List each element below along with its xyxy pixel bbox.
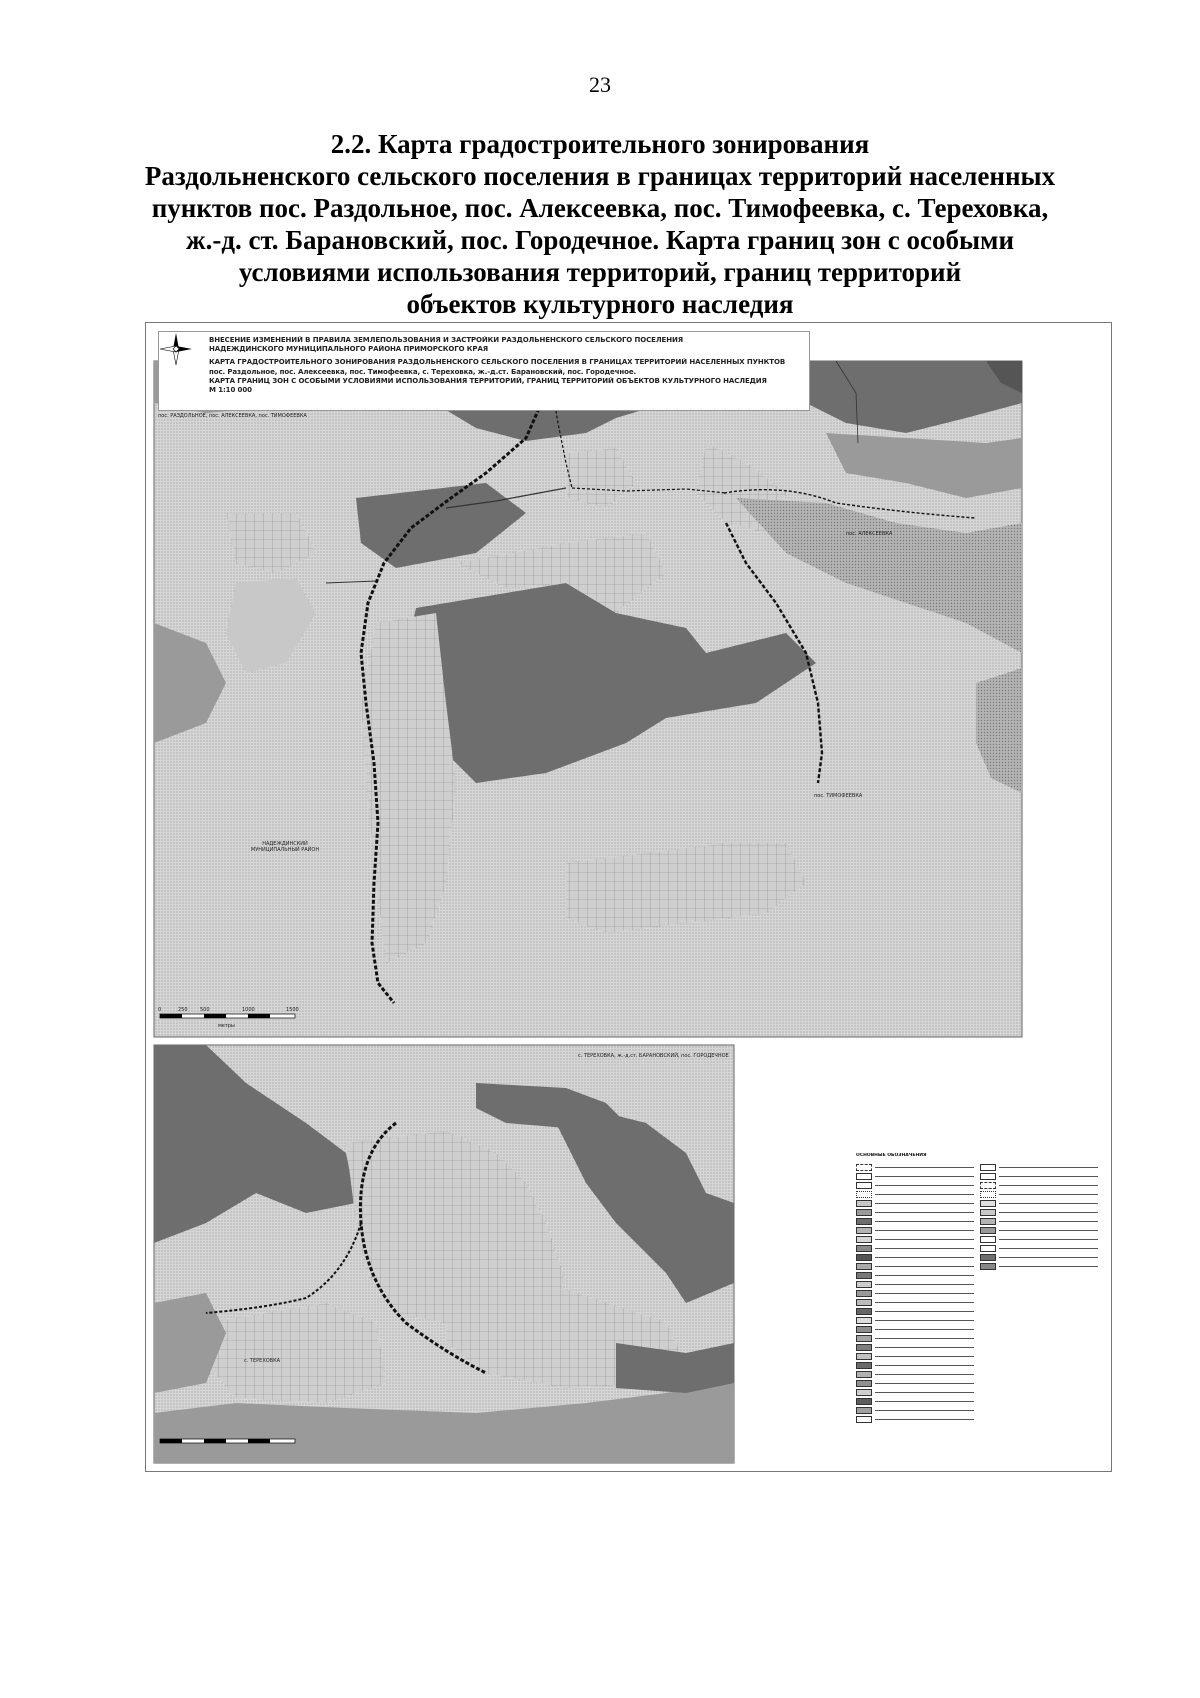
legend-item <box>856 1253 974 1262</box>
title-line: пунктов пос. Раздольное, пос. Алексеевка, пос. Тимофеевка, с. Тереховка, <box>151 193 1049 223</box>
legend-item <box>980 1208 1098 1217</box>
upper-scale-bar <box>160 1014 295 1018</box>
scale-caption: метры <box>218 1023 235 1029</box>
legend-item <box>856 1388 974 1397</box>
header-line: КАРТА ГРАДОСТРОИТЕЛЬНОГО ЗОНИРОВАНИЯ РАЗДОЛЬНЕНСКОГО СЕЛЬСКОГО ПОСЕЛЕНИЯ В ГРАНИЦАХ ТЕРРИТОРИЙ НАСЕЛЕННЫХ ПУНКТОВ <box>209 358 786 367</box>
legend-item <box>980 1172 1098 1181</box>
north-arrow-icon <box>159 332 193 366</box>
legend-item <box>856 1208 974 1217</box>
scale-label-250: 250 <box>178 1007 188 1013</box>
legend-item <box>856 1199 974 1208</box>
title-line: объектов культурного наследия <box>406 289 794 319</box>
legend-item <box>980 1244 1098 1253</box>
legend-item <box>856 1289 974 1298</box>
header-line: пос. Раздольное, пос. Алексеевка, пос. Тимофеевка, с. Тереховка, ж.-д.ст. Барановский, пос. Городечное. <box>209 367 637 376</box>
legend-item <box>856 1244 974 1253</box>
legend-item <box>980 1181 1098 1190</box>
legend-item <box>856 1298 974 1307</box>
legend-item <box>856 1334 974 1343</box>
place-label-timofeevka: пос. ТИМОФЕЕВКА <box>814 793 863 799</box>
legend-item <box>856 1325 974 1334</box>
legend-item <box>980 1262 1098 1271</box>
lower-scale-bar <box>160 1439 295 1443</box>
place-label-district: НАДЕЖДИНСКИЙ МУНИЦИПАЛЬНЫЙ РАЙОН <box>250 841 320 853</box>
map-header-lines <box>209 336 799 395</box>
place-label-alekseevka: пос. АЛЕКСЕЕВКА <box>846 531 893 537</box>
legend-item <box>980 1253 1098 1262</box>
map-header-block <box>158 331 810 411</box>
map-legend <box>856 1153 1101 1458</box>
legend-item <box>856 1370 974 1379</box>
page-number: 23 <box>589 72 611 97</box>
legend-item <box>856 1307 974 1316</box>
scale-label-0: 0 <box>158 1007 162 1013</box>
legend-item <box>856 1172 974 1181</box>
scale-label-1000: 1000 <box>242 1007 255 1013</box>
scale-label-1500: 1500 <box>286 1007 299 1013</box>
legend-item <box>980 1226 1098 1235</box>
header-line: КАРТА ГРАНИЦ ЗОН С ОСОБЫМИ УСЛОВИЯМИ ИСПОЛЬЗОВАНИЯ ТЕРРИТОРИЙ, ГРАНИЦ ТЕРРИТОРИЙ ОБЪЕКТОВ КУЛЬТУРНОГО НАСЛЕДИЯ <box>209 376 767 385</box>
legend-item <box>980 1163 1098 1172</box>
scale-label-500: 500 <box>200 1007 210 1013</box>
legend-item <box>980 1217 1098 1226</box>
legend-item <box>856 1262 974 1271</box>
legend-item <box>856 1352 974 1361</box>
legend-item <box>856 1217 974 1226</box>
inset-top-label: пос. РАЗДОЛЬНОЕ, пос. АЛЕКСЕЕВКА, пос. ТИМОФЕЕВКА <box>158 413 307 419</box>
header-line: ВНЕСЕНИЕ ИЗМЕНЕНИЙ В ПРАВИЛА ЗЕМЛЕПОЛЬЗОВАНИЯ И ЗАСТРОЙКИ РАЗДОЛЬНЕНСКОГО СЕЛЬСКОГО ПОСЕЛЕНИЯ <box>209 336 684 344</box>
document-title <box>130 128 1070 320</box>
place-label-terekhovka: с. ТЕРЕХОВКА <box>244 1358 281 1364</box>
title-line: Раздольненского сельского поселения в границах территорий населенных <box>144 161 1056 191</box>
legend-item <box>856 1361 974 1370</box>
header-line: НАДЕЖДИНСКОГО МУНИЦИПАЛЬНОГО РАЙОНА ПРИМОРСКОГО КРАЯ <box>209 345 489 354</box>
legend-item <box>856 1163 974 1172</box>
legend-item <box>980 1199 1098 1208</box>
title-line: условиями использования территорий, границ территорий <box>238 257 962 287</box>
title-line: ж.-д. ст. Барановский, пос. Городечное. Карта границ зон с особыми <box>186 225 1014 255</box>
legend-item <box>856 1415 974 1424</box>
legend-item <box>980 1235 1098 1244</box>
legend-item <box>856 1181 974 1190</box>
legend-item <box>856 1226 974 1235</box>
legend-item <box>856 1280 974 1289</box>
legend-item <box>980 1190 1098 1199</box>
legend-title: ОСНОВНЫЕ ОБОЗНАЧЕНИЯ <box>856 1153 927 1158</box>
title-line: 2.2. Карта градостроительного зонирования <box>330 129 870 159</box>
legend-item <box>856 1343 974 1352</box>
legend-item <box>856 1397 974 1406</box>
legend-column-right <box>980 1163 1098 1271</box>
zoning-map-sheet <box>145 322 1112 1472</box>
legend-item <box>856 1406 974 1415</box>
legend-item <box>856 1235 974 1244</box>
legend-item <box>856 1379 974 1388</box>
legend-column-left <box>856 1163 974 1424</box>
legend-item <box>856 1190 974 1199</box>
legend-item <box>856 1316 974 1325</box>
inset-bottom-label: с. ТЕРЕХОВКА, ж.-д.ст. БАРАНОВСКИЙ, пос. ГОРОДЕЧНОЕ <box>578 1053 729 1059</box>
header-line: М 1:10 000 <box>209 386 252 395</box>
legend-item <box>856 1271 974 1280</box>
